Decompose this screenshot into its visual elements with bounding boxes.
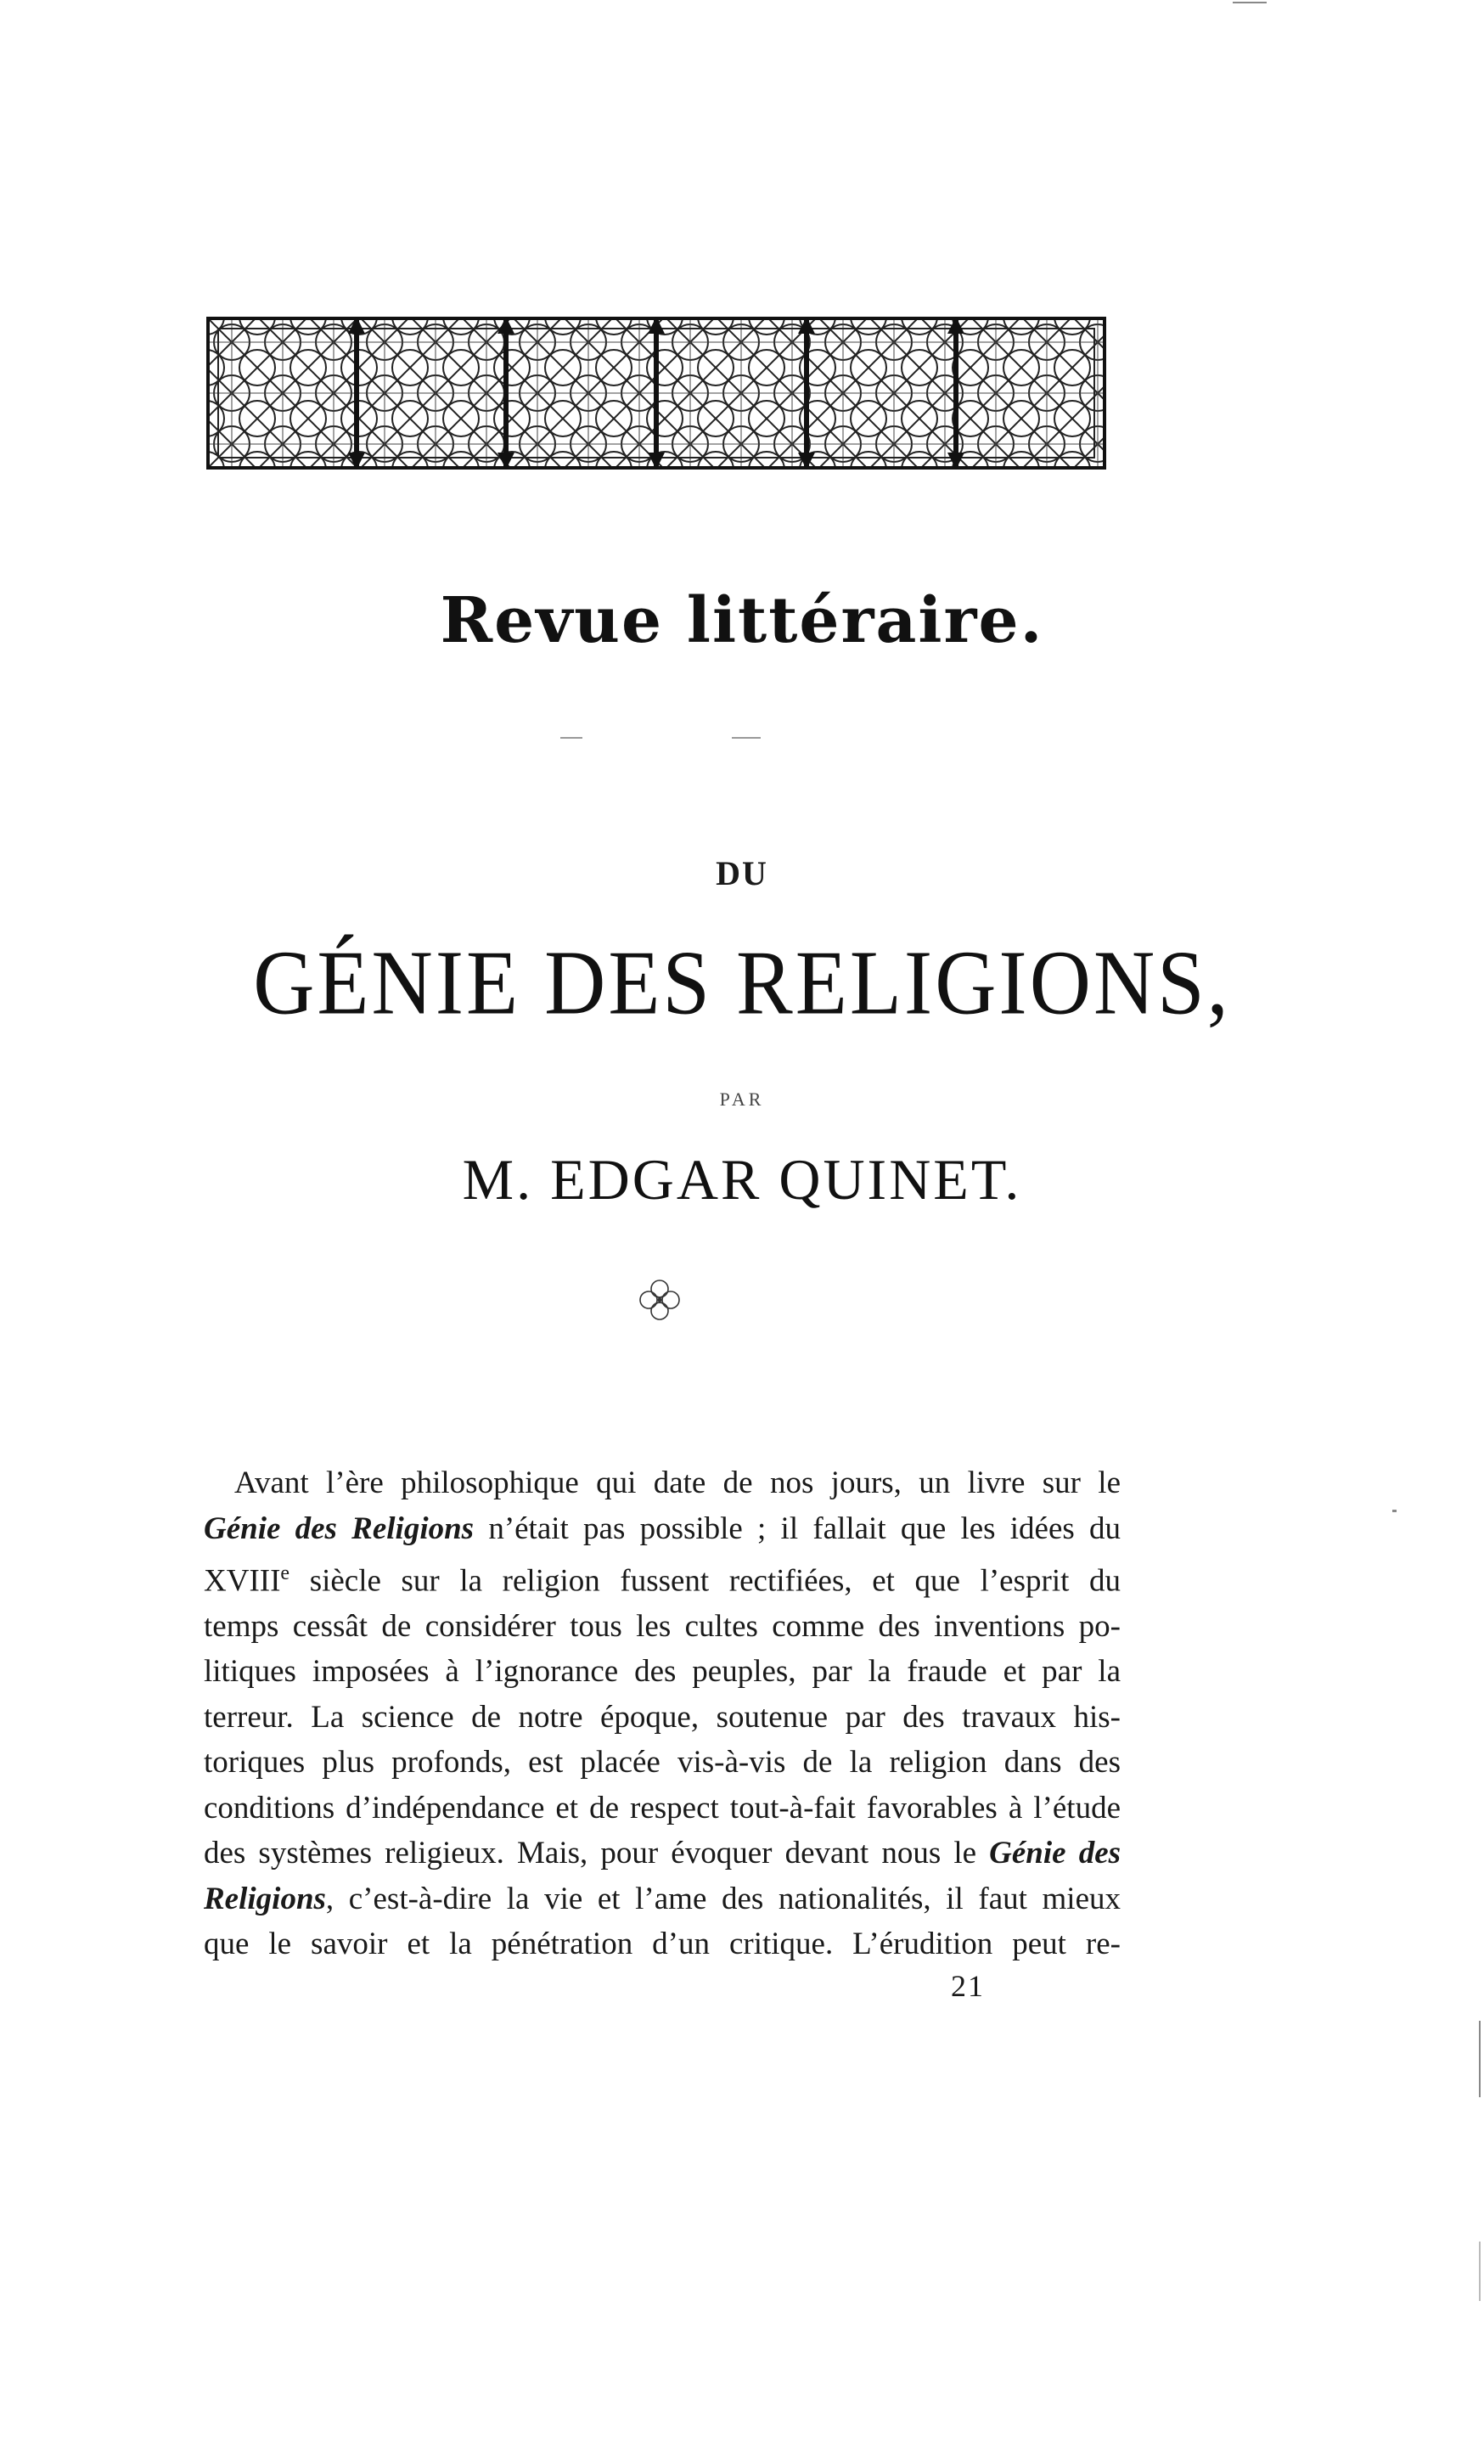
scan-artifact (1479, 2021, 1481, 2097)
text-line: XVIIIe siècle sur la religion fussent rectifiées, et que l’esprit du (204, 1562, 1121, 1599)
italic-title: Génie des Religions (204, 1510, 475, 1546)
century-numeral: XVIII (204, 1563, 281, 1599)
ornament-band (206, 317, 1106, 470)
du-label: DU (716, 854, 768, 892)
text-line: Génie des Religions n’était pas possible ; il fallait que les idées du (204, 1510, 1121, 1546)
text-line: litiques imposées à l’ignorance des peuples, par la fraude et par la (204, 1654, 1121, 1690)
scan-artifact (1233, 2, 1267, 3)
main-title: GÉNIE DES RELIGIONS, (253, 931, 1231, 1034)
author-name: M. EDGAR QUINET. (462, 1147, 1022, 1212)
fleuron-icon (633, 1274, 686, 1326)
text-line: conditions d’indépendance et de respect tout-à-fait favorables à l’étude (204, 1790, 1121, 1825)
text-line: Avant l’ère philosophique qui date de nos jours, un livre sur le (234, 1465, 1121, 1500)
text-line: que le savoir et la pénétration d’un critique. L’érudition peut re- (204, 1927, 1121, 1962)
section-title: Revue littéraire. (440, 584, 1044, 657)
scan-artifact (1479, 2242, 1481, 2301)
title-divider (560, 737, 582, 739)
italic-title: Religions (204, 1881, 326, 1916)
italic-title: Génie des (989, 1836, 1121, 1871)
body-paragraph (204, 1460, 1121, 1967)
page-number: 21 (951, 1969, 985, 2003)
text-line: toriques plus profonds, est placée vis-à-vis de la religion dans des (204, 1745, 1121, 1780)
scan-artifact (1392, 1510, 1397, 1512)
title-divider (732, 737, 761, 739)
text-line: temps cessât de considérer tous les cultes comme des inventions po- (204, 1608, 1121, 1644)
text-line: des systèmes religieux. Mais, pour évoquer devant nous le Génie des (204, 1836, 1121, 1871)
text-line: Religions, c’est-à-dire la vie et l’ame des nationalités, il faut mieux (204, 1881, 1121, 1916)
ornament-pattern-icon (206, 317, 1106, 470)
par-label: PAR (719, 1089, 765, 1110)
text-line: terreur. La science de notre époque, soutenue par des travaux his- (204, 1699, 1121, 1735)
